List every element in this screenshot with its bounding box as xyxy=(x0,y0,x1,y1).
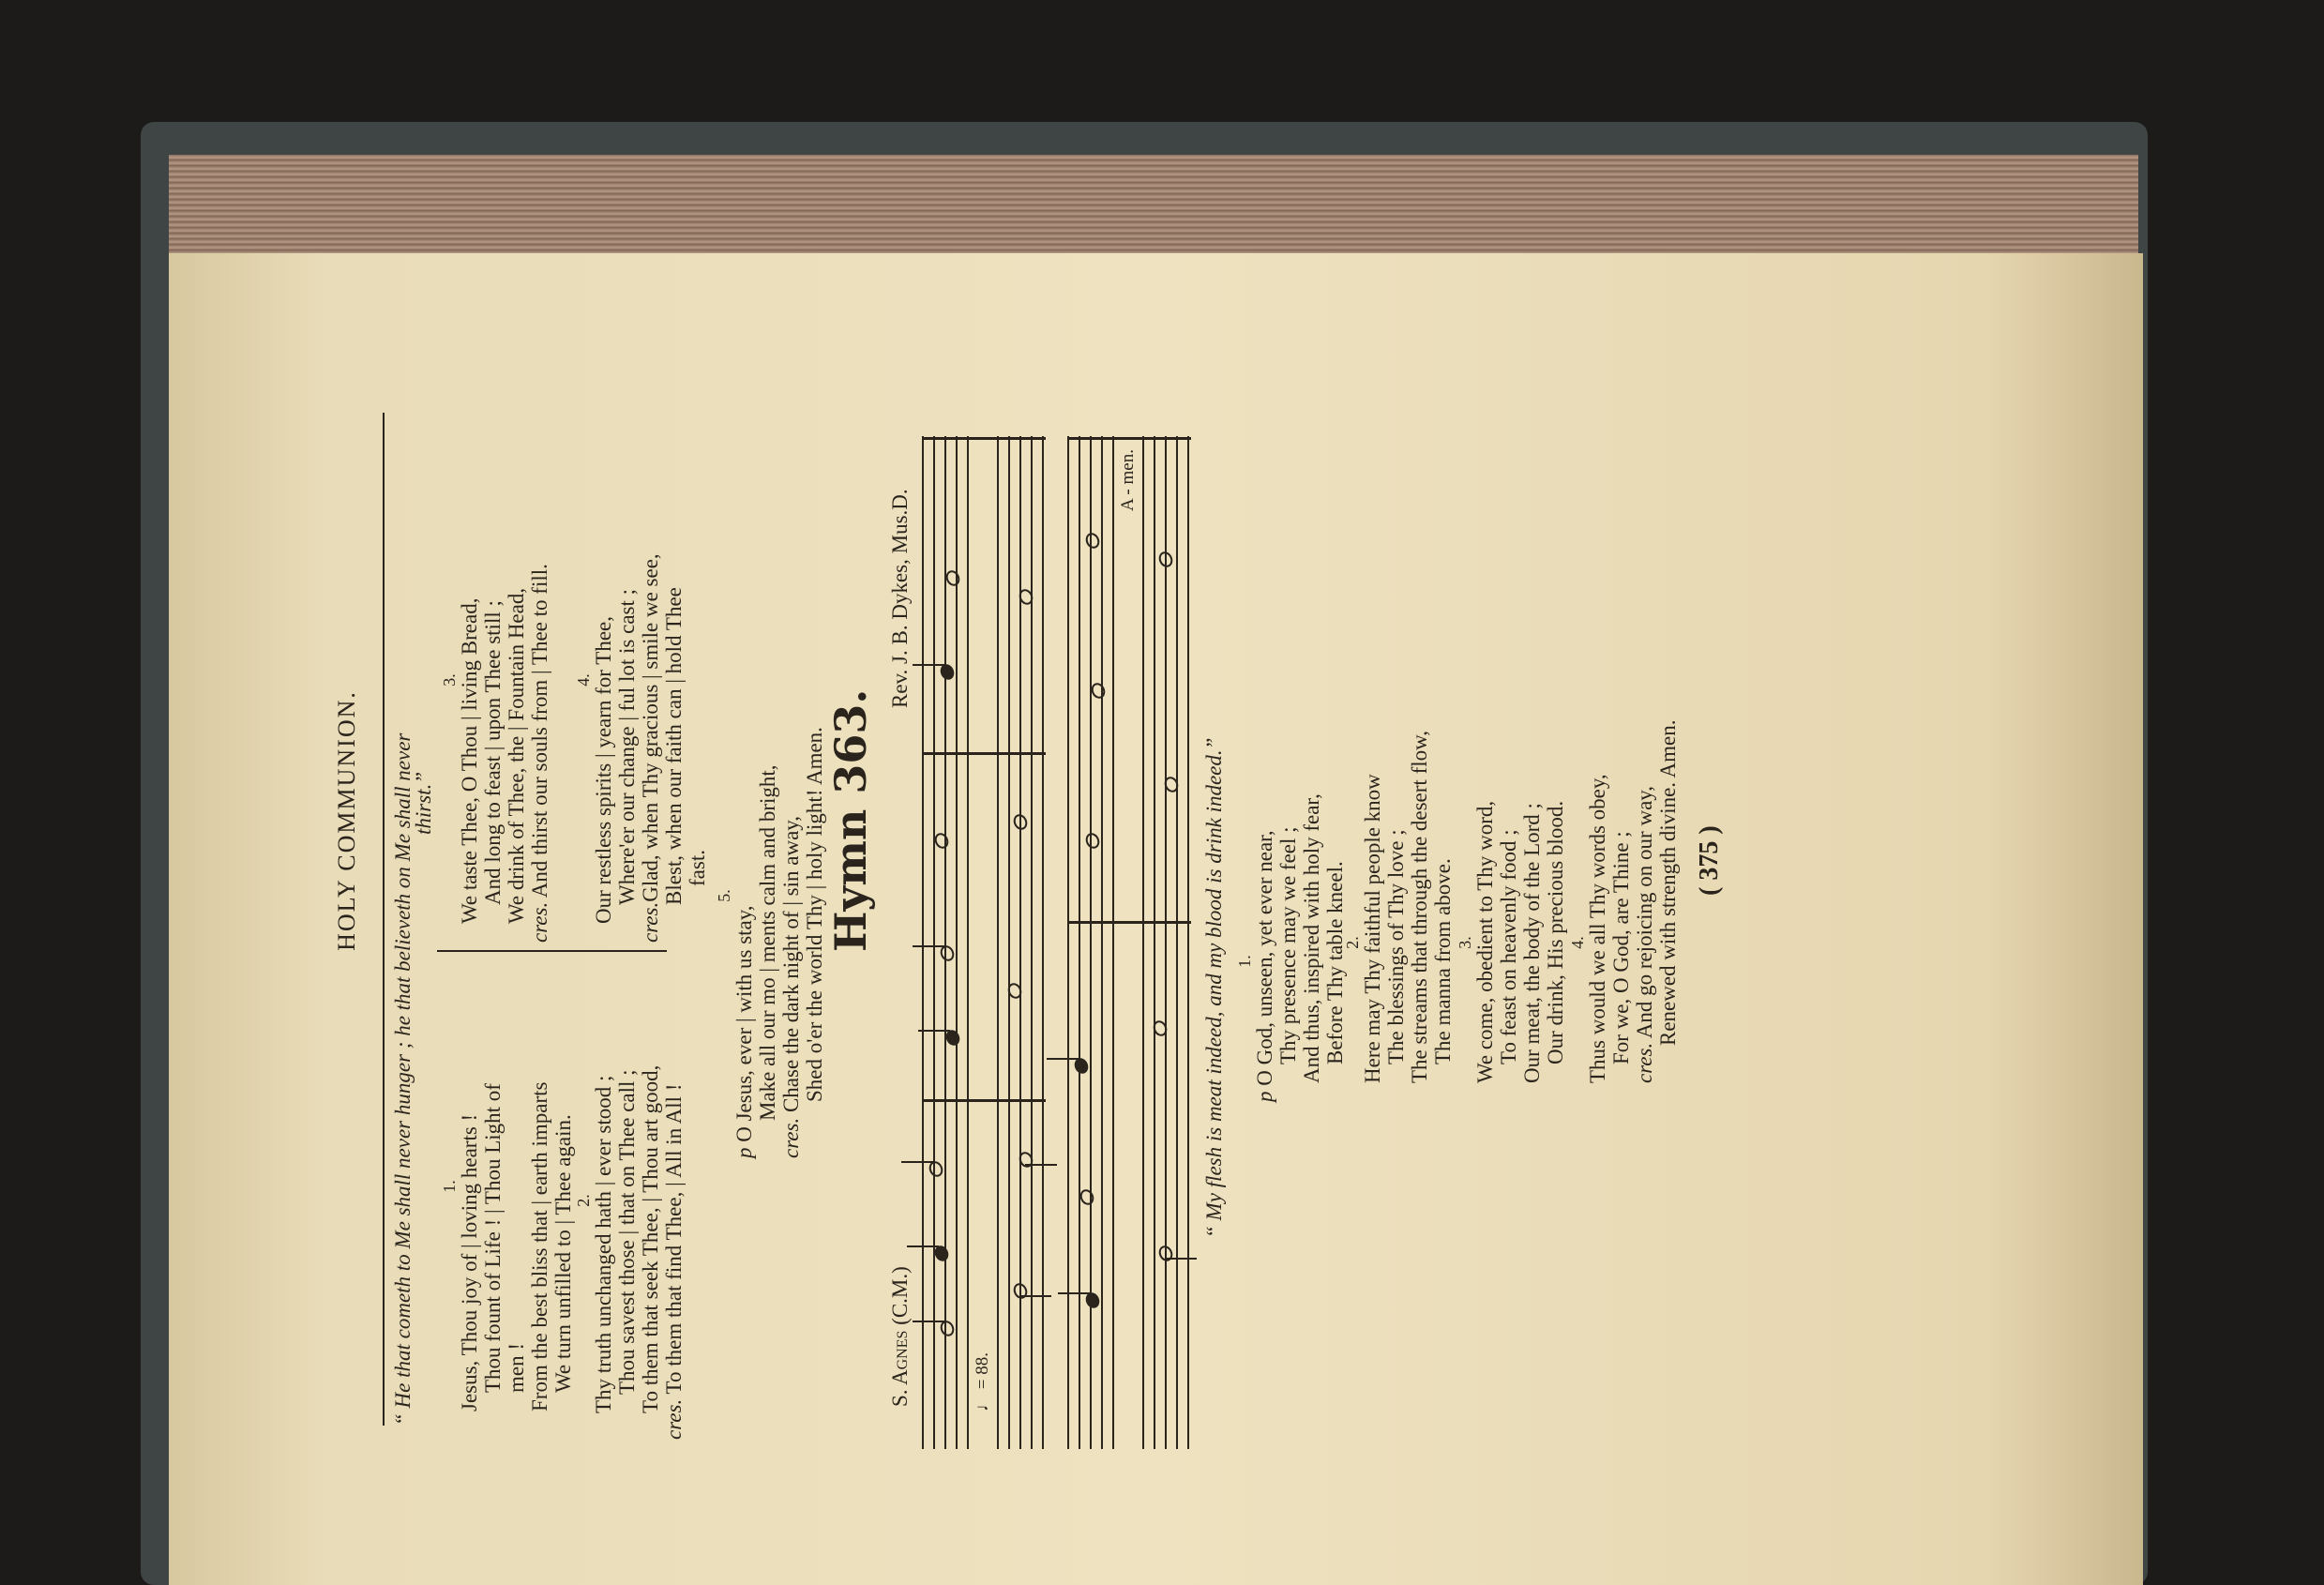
verse-line xyxy=(1254,445,1277,1102)
verse-line: Thy presence may we feel ; xyxy=(1276,826,1301,1064)
verse-line: Jesus, Thou joy of | loving hearts ! xyxy=(458,1113,482,1411)
verse-line: Thus would we all Thy words obey, xyxy=(1586,774,1610,1083)
note-stem xyxy=(1019,1295,1051,1297)
cres-mark: cres. xyxy=(661,1398,686,1440)
verse-line: To feast on heavenly food ; xyxy=(1497,829,1521,1064)
page-number: ( 375 ) xyxy=(1695,825,1724,896)
verse-line: Thy truth unchanged hath | ever stood ; xyxy=(592,1075,616,1413)
column-divider xyxy=(437,950,667,952)
verse-line: To them that seek Thee, | Thou art good, xyxy=(639,1064,663,1413)
verse-line: Thou savest those | that on Thee call ; xyxy=(615,1069,640,1395)
page-header: HOLY COMMUNION. xyxy=(333,690,360,951)
verse-line xyxy=(640,417,663,943)
verse-line-text: O Jesus, ever | with us stay, xyxy=(732,905,757,1142)
verse-number: 2. xyxy=(574,1194,593,1207)
composer: Rev. J. B. Dykes, Mus.D. xyxy=(888,489,912,708)
verse-line: Where'er our change | ful lot is cast ; xyxy=(615,588,640,905)
dynamic-mark: p xyxy=(732,1147,757,1158)
cres-mark: cres. xyxy=(639,901,663,943)
verse-line: The blessings of Thy love ; xyxy=(1384,829,1409,1064)
amen-text: A - men. xyxy=(1118,449,1138,511)
barline xyxy=(1067,921,1191,924)
verse-2 xyxy=(575,961,687,1440)
verse-1 xyxy=(441,961,576,1411)
cres-mark: cres. xyxy=(527,901,551,943)
verse-line: For we, O God, are Thine ; xyxy=(1609,831,1634,1064)
verse-line: We come, obedient to Thy word, xyxy=(1473,800,1498,1083)
note-stem xyxy=(913,664,944,666)
verse-line-text: And go rejoicing on our way, xyxy=(1633,785,1657,1039)
verse-5 xyxy=(716,633,827,1158)
hymn-verse-1 xyxy=(1236,445,1348,1102)
note-stem xyxy=(913,945,944,947)
bass-staff-2 xyxy=(1142,436,1191,1449)
verse-line: Our restless spirits | yearn for Thee, xyxy=(592,615,616,924)
verse-line: Here may Thy faithful people know xyxy=(1361,774,1385,1083)
treble-staff-1 xyxy=(922,436,971,1449)
verse-line: We taste Thee, O Thou | living Bread, xyxy=(458,597,482,924)
music-score xyxy=(922,436,1194,1449)
verse-number: 4. xyxy=(1568,936,1587,949)
note-stem xyxy=(1047,1058,1079,1060)
dynamic-mark: p xyxy=(1253,1091,1277,1102)
note-stem xyxy=(1025,1164,1057,1166)
verse-3 xyxy=(441,417,552,943)
epigraph-1-end: thirst.” xyxy=(412,771,435,835)
hymn-title: Hymn 363. xyxy=(825,688,876,952)
epigraph-2: “ My flesh is meat indeed, and my blood is drink indeed.” xyxy=(1202,737,1226,1238)
verse-line xyxy=(780,633,804,1158)
note-stem xyxy=(907,1245,939,1247)
verse-number: 5. xyxy=(715,889,733,902)
verse-line-text: And thirst our souls from | Thee to fill. xyxy=(527,564,551,898)
hymn-verse-2 xyxy=(1344,427,1456,1083)
verse-line: And thus, inspired with holy fear, xyxy=(1300,793,1324,1083)
verse-4 xyxy=(575,417,710,943)
note-stem xyxy=(918,1030,950,1032)
verse-line: Our drink, His precious blood. xyxy=(1543,800,1567,1064)
verse-line: From the best bliss that | earth imparts xyxy=(527,1081,551,1411)
cres-mark: cres. xyxy=(1633,1042,1657,1083)
verse-line: fast. xyxy=(685,850,709,886)
verse-number: 1. xyxy=(1235,955,1254,968)
verse-line: Renewed with strength divine. Amen. xyxy=(1655,719,1680,1046)
barline xyxy=(922,752,1046,755)
note-stem xyxy=(1058,1292,1090,1294)
verse-number: 4. xyxy=(574,673,593,687)
note-stem xyxy=(901,1161,933,1163)
barline xyxy=(922,1099,1046,1102)
verse-line-text: To them that find Thee, | All in All ! xyxy=(661,1083,686,1395)
rotated-page-content xyxy=(279,164,2155,1477)
verse-line xyxy=(733,633,757,1158)
verse-line: Blest, when our faith can | hold Thee xyxy=(661,587,686,905)
cres-mark: cres. xyxy=(779,1117,804,1158)
verse-line: Thou fount of Life ! | Thou Light of xyxy=(481,1083,506,1393)
barline xyxy=(1067,437,1191,440)
verse-line-text: O God, unseen, yet ever near, xyxy=(1253,830,1277,1086)
verse-line: The streams that through the desert flow, xyxy=(1408,731,1432,1083)
barline xyxy=(922,437,1046,440)
hymn-verse-3 xyxy=(1456,427,1568,1083)
epigraph-1: “ He that cometh to Me shall never hunger ; he that believeth on Me shall never xyxy=(391,732,415,1426)
note-stem xyxy=(913,1321,944,1322)
verse-line: Our meat, the body of the Lord ; xyxy=(1520,803,1545,1083)
verse-line: Before Thy table kneel. xyxy=(1322,861,1347,1064)
verse-number: 1. xyxy=(440,1180,459,1193)
verse-line xyxy=(529,417,552,943)
verse-line xyxy=(1634,427,1657,1083)
verse-line-text: Glad, when Thy gracious | smile we see, xyxy=(639,553,663,902)
top-rule xyxy=(383,413,385,1426)
verse-number: 2. xyxy=(1343,936,1362,949)
verse-line-text: Chase the dark night of | sin away, xyxy=(779,815,804,1113)
verse-line: The manna from above. xyxy=(1430,858,1455,1064)
verse-line: men ! xyxy=(505,1342,529,1393)
verse-number: 3. xyxy=(1456,936,1474,949)
verse-number: 3. xyxy=(440,673,459,687)
note-stem xyxy=(1165,1258,1197,1260)
verse-line: We turn unfilled to | Thee again. xyxy=(551,1114,575,1393)
verse-line: Shed o'er the world Thy | holy light! Amen. xyxy=(802,727,826,1102)
tempo-mark: ♩ = 88. xyxy=(973,1352,992,1411)
verse-line: And long to feast | upon Thee still ; xyxy=(481,600,506,905)
verse-line: Make all our mo | ments calm and bright, xyxy=(756,764,780,1121)
hymn-verse-4 xyxy=(1569,427,1681,1083)
tune-name: S. Agnes (C.M.) xyxy=(888,1266,912,1407)
verse-line xyxy=(663,961,687,1440)
verse-line: We drink of Thee, the | Fountain Head, xyxy=(505,587,529,924)
